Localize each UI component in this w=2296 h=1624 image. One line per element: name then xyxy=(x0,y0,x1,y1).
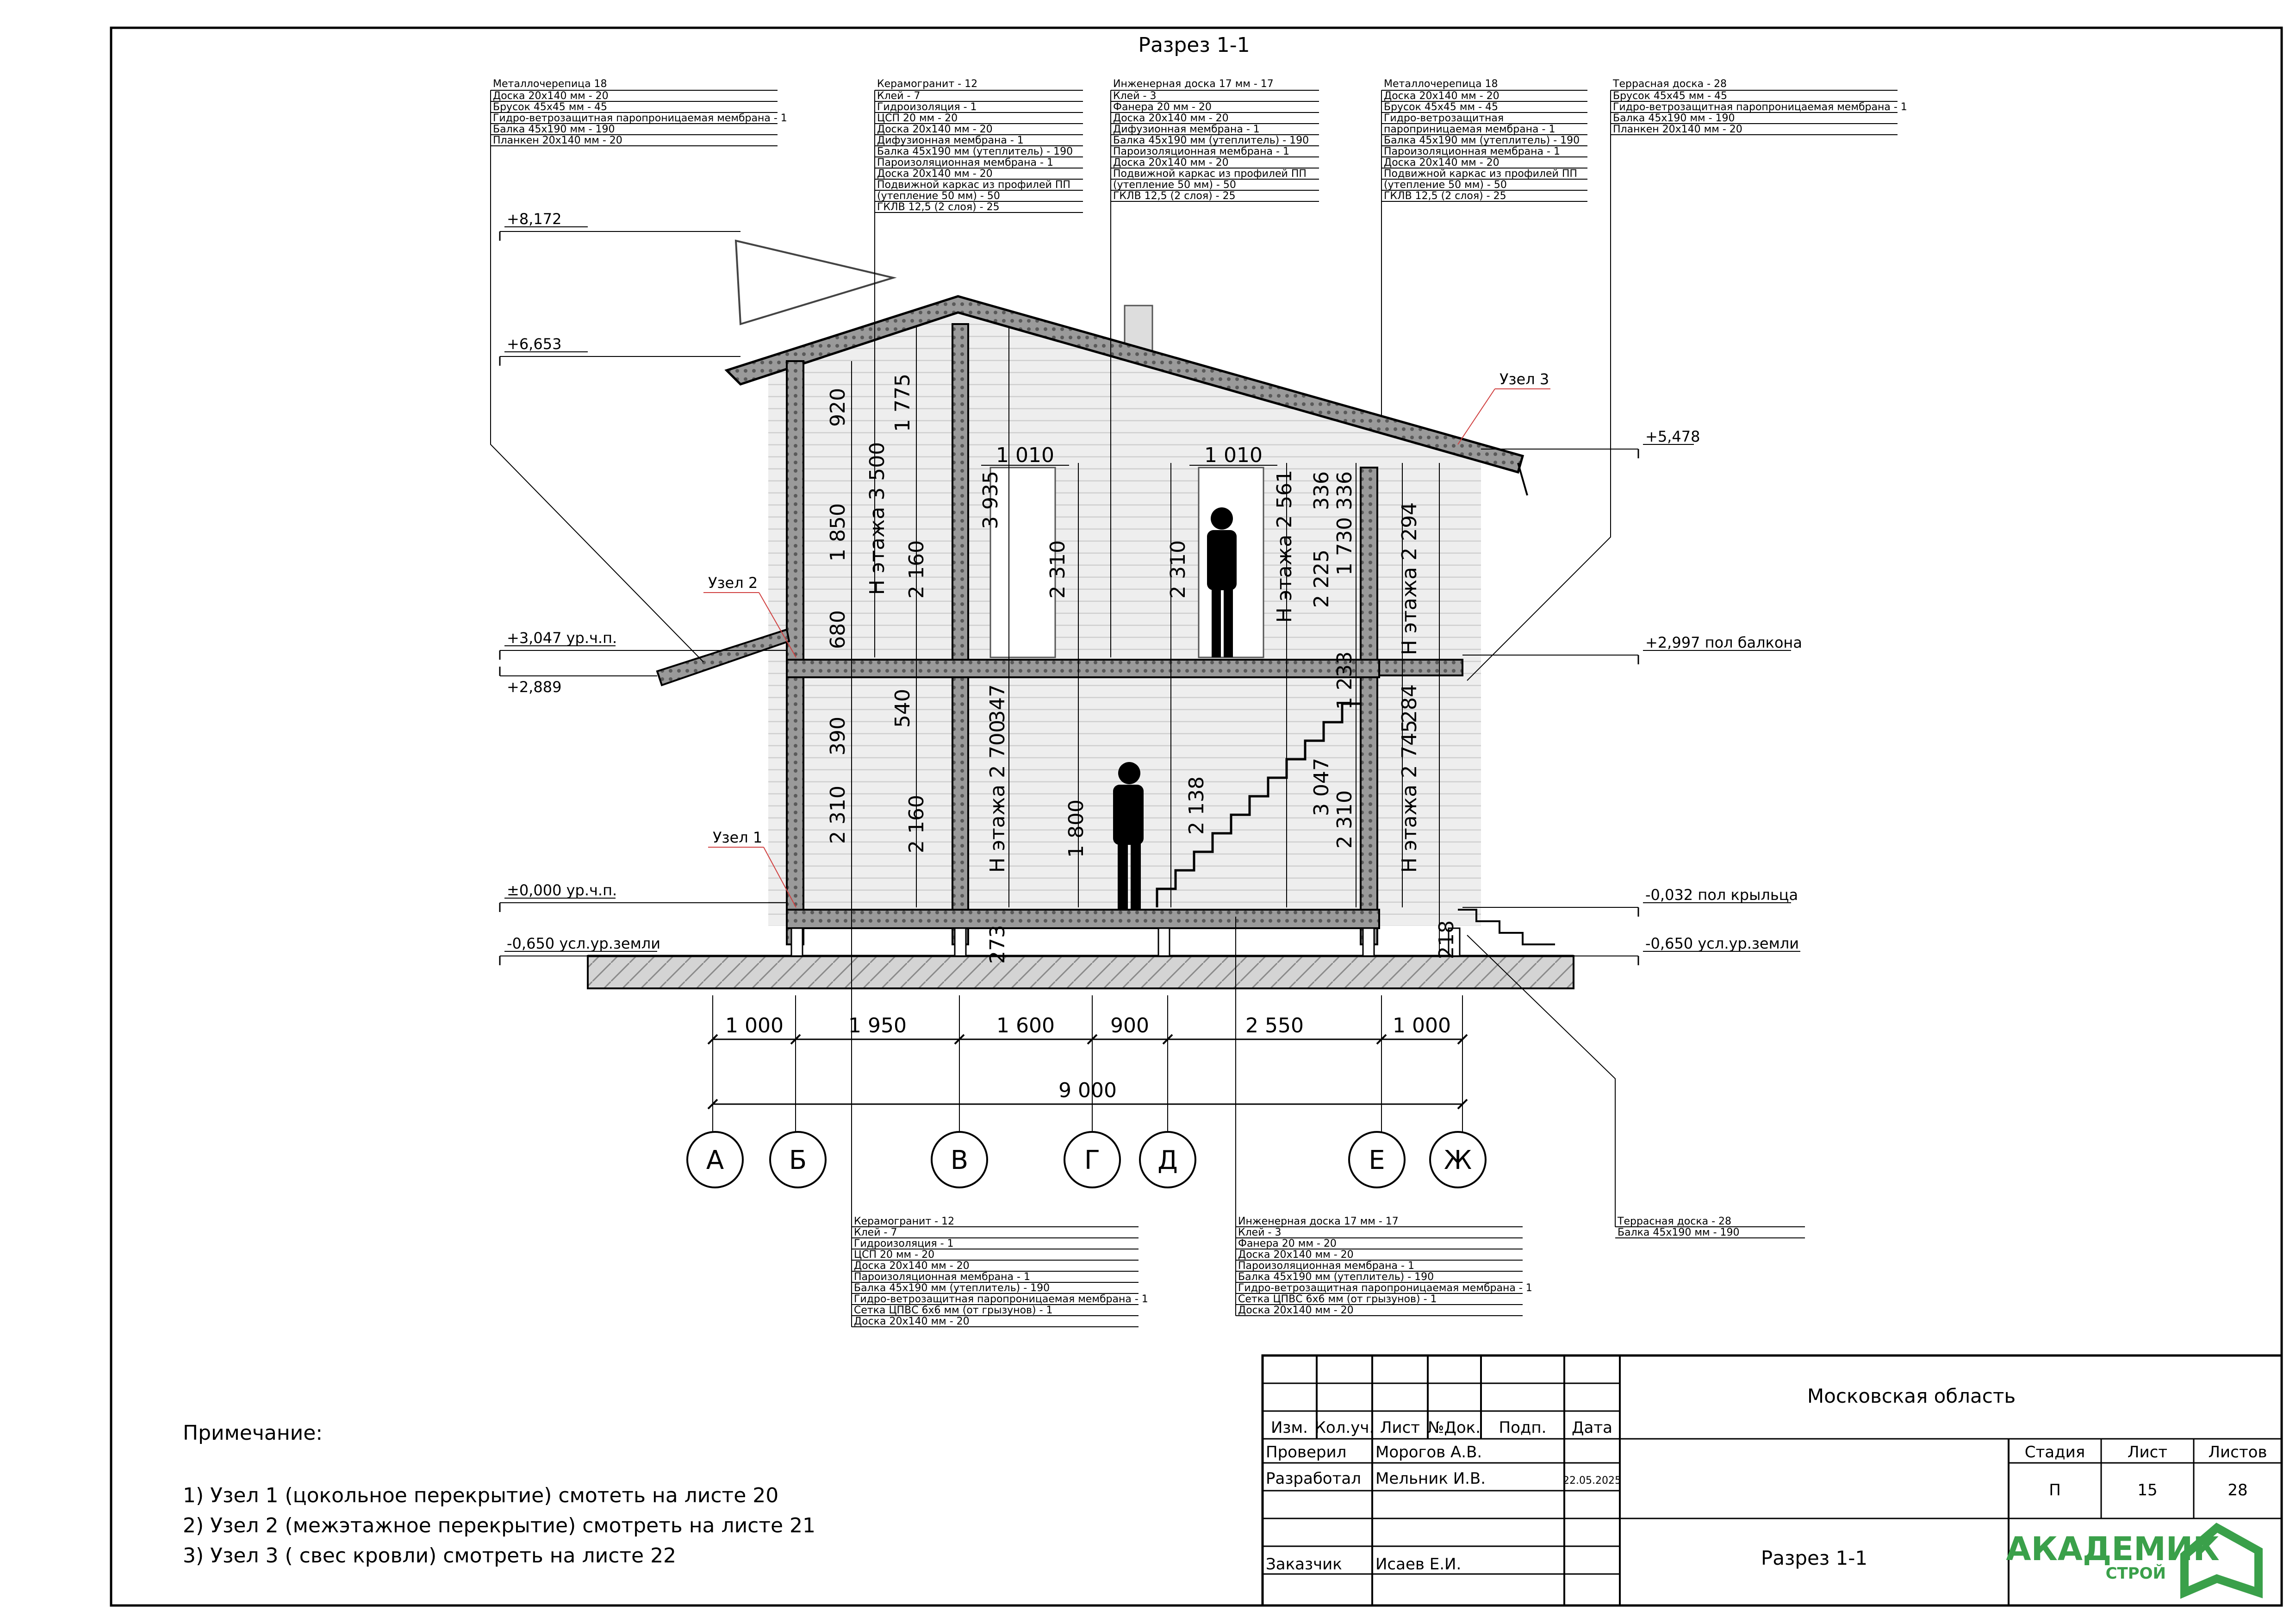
notes xyxy=(183,1421,815,1568)
svg-text:1 010: 1 010 xyxy=(996,443,1054,467)
svg-text:336: 336 xyxy=(1333,471,1356,510)
svg-text:-0,032 пол крыльца: -0,032 пол крыльца xyxy=(1645,886,1798,904)
svg-text:Инженерная доска 17 мм - 17: Инженерная доска 17 мм - 17 xyxy=(1113,78,1274,90)
wall-middle xyxy=(952,324,968,944)
axis-g: Г xyxy=(1084,1145,1101,1175)
roof-gutter xyxy=(1518,463,1527,495)
svg-text:540: 540 xyxy=(891,689,915,728)
col-date: Дата xyxy=(1571,1418,1613,1437)
svg-text:Сетка ЦПВС 6х6 мм (от грызунов: Сетка ЦПВС 6х6 мм (от грызунов) - 1 xyxy=(854,1305,1053,1316)
svg-text:3 047: 3 047 xyxy=(1310,758,1333,816)
level-mark xyxy=(500,881,787,912)
svg-text:Пароизоляционная мембрана - 1: Пароизоляционная мембрана - 1 xyxy=(1384,146,1560,157)
svg-text:Балка 45х190 мм (утеплитель) -: Балка 45х190 мм (утеплитель) - 190 xyxy=(1384,135,1580,146)
svg-text:1 800: 1 800 xyxy=(1064,800,1088,858)
svg-text:Подвижной каркас из профилей П: Подвижной каркас из профилей ПП xyxy=(1113,168,1307,180)
svg-text:Н этажа 2 745: Н этажа 2 745 xyxy=(1398,719,1421,873)
name-checked: Морогов А.В. xyxy=(1375,1443,1482,1462)
svg-text:1 950: 1 950 xyxy=(848,1014,907,1037)
svg-text:284: 284 xyxy=(1398,684,1421,723)
svg-text:Н этажа 2 294: Н этажа 2 294 xyxy=(1398,502,1421,656)
svg-text:1 850: 1 850 xyxy=(826,503,850,562)
axis-v: В xyxy=(950,1145,969,1175)
col-kolvo: Кол.уч. xyxy=(1314,1418,1375,1437)
svg-text:Гидроизоляция - 1: Гидроизоляция - 1 xyxy=(877,101,977,113)
axis-d: Д xyxy=(1157,1145,1178,1175)
svg-text:Гидро-ветрозащитная паропрониц: Гидро-ветрозащитная паропроницаемая мембрана - 1 xyxy=(854,1293,1148,1305)
svg-text:пароприницаемая мембрана - 1: пароприницаемая мембрана - 1 xyxy=(1384,124,1556,135)
svg-text:Клей - 7: Клей - 7 xyxy=(854,1227,897,1238)
svg-text:Подвижной каркас из профилей П: Подвижной каркас из профилей ПП xyxy=(877,179,1070,191)
company-logo xyxy=(2006,1528,2259,1593)
svg-text:Планкен 20х140 мм - 20: Планкен 20х140 мм - 20 xyxy=(493,135,622,146)
svg-text:900: 900 xyxy=(1110,1014,1149,1037)
stage-value: П xyxy=(2049,1481,2061,1499)
svg-text:+2,997 пол балкона: +2,997 пол балкона xyxy=(1645,634,1802,651)
level-mark xyxy=(500,667,657,696)
level-marks-right xyxy=(1462,428,1802,965)
note-3: 3) Узел 3 ( свес кровли) смотреть на листе 22 xyxy=(183,1544,677,1568)
level-mark xyxy=(500,335,740,366)
svg-text:Инженерная доска 17 мм - 17: Инженерная доска 17 мм - 17 xyxy=(1238,1216,1399,1227)
svg-text:(утепление 50 мм) - 50: (утепление 50 мм) - 50 xyxy=(1384,179,1507,191)
svg-text:2 225: 2 225 xyxy=(1310,550,1333,608)
svg-text:Дифузионная мембрана - 1: Дифузионная мембрана - 1 xyxy=(877,135,1024,146)
svg-text:Балка 45х190 мм (утеплитель) -: Балка 45х190 мм (утеплитель) - 190 xyxy=(1113,135,1309,146)
svg-text:1 010: 1 010 xyxy=(1204,443,1263,467)
svg-text:Узел 1: Узел 1 xyxy=(713,829,763,846)
role-developed: Разработал xyxy=(1266,1469,1361,1488)
axis-a: А xyxy=(706,1145,724,1175)
svg-text:Доска 20х140 мм - 20: Доска 20х140 мм - 20 xyxy=(877,124,993,135)
svg-text:1 000: 1 000 xyxy=(1393,1014,1451,1037)
svg-text:Гидро-ветрозащитная паропрониц: Гидро-ветрозащитная паропроницаемая мембрана - 1 xyxy=(1238,1282,1532,1294)
axis-zh: Ж xyxy=(1444,1145,1472,1175)
sheet-title: Разрез 1-1 xyxy=(1761,1547,1868,1569)
piles xyxy=(791,928,1460,956)
svg-text:Гидро-ветрозащитная: Гидро-ветрозащитная xyxy=(1384,112,1504,124)
svg-text:Террасная доска - 28: Террасная доска - 28 xyxy=(1613,78,1727,90)
svg-text:ГКЛВ 12,5 (2 слоя) - 25: ГКЛВ 12,5 (2 слоя) - 25 xyxy=(1384,190,1506,202)
svg-text:Брусок 45х45 мм - 45: Брусок 45х45 мм - 45 xyxy=(493,101,608,113)
name-customer: Исаев Е.И. xyxy=(1375,1555,1462,1574)
role-customer: Заказчик xyxy=(1266,1555,1342,1574)
svg-text:Фанера 20 мм - 20: Фанера 20 мм - 20 xyxy=(1113,101,1212,113)
svg-text:1 775: 1 775 xyxy=(891,374,915,432)
svg-text:Н этажа 3 500: Н этажа 3 500 xyxy=(865,442,889,595)
svg-text:+8,172: +8,172 xyxy=(507,210,562,228)
node-3-label xyxy=(1458,370,1550,444)
level-mark xyxy=(1462,634,1802,664)
svg-text:2 138: 2 138 xyxy=(1185,776,1208,835)
svg-text:2 310: 2 310 xyxy=(1166,540,1190,599)
svg-text:1 233: 1 233 xyxy=(1333,651,1356,710)
wall-left xyxy=(787,361,803,944)
drawing-title: Разрез 1-1 xyxy=(1138,33,1250,57)
ground-slab xyxy=(787,910,1379,928)
note-2: 2) Узел 2 (межэтажное перекрытие) смотреть на листе 21 xyxy=(183,1514,816,1537)
svg-text:Доска 20х140 мм - 20: Доска 20х140 мм - 20 xyxy=(1238,1249,1354,1261)
svg-text:2 310: 2 310 xyxy=(1333,790,1356,849)
svg-text:Узел 3: Узел 3 xyxy=(1500,370,1549,388)
svg-text:2 550: 2 550 xyxy=(1245,1014,1304,1037)
svg-text:Доска 20х140 мм - 20: Доска 20х140 мм - 20 xyxy=(1384,90,1500,102)
svg-text:-0,650 усл.ур.земли: -0,650 усл.ур.земли xyxy=(507,935,660,952)
balcony-slab xyxy=(1379,660,1462,675)
svg-text:-0,650 усл.ур.земли: -0,650 усл.ур.земли xyxy=(1645,935,1799,952)
role-checked: Проверил xyxy=(1266,1443,1347,1462)
svg-text:Гидро-ветрозащитная паропрониц: Гидро-ветрозащитная паропроницаемая мембрана - 1 xyxy=(493,112,787,124)
svg-text:Балка 45х190 мм - 190: Балка 45х190 мм - 190 xyxy=(1613,112,1735,124)
svg-text:+3,047 ур.ч.п.: +3,047 ур.ч.п. xyxy=(507,629,617,647)
svg-text:Балка 45х190 мм (утеплитель) -: Балка 45х190 мм (утеплитель) - 190 xyxy=(877,146,1073,157)
col-doc: №Док. xyxy=(1427,1418,1481,1437)
svg-text:390: 390 xyxy=(826,717,850,756)
svg-text:Балка 45х190 мм (утеплитель) -: Балка 45х190 мм (утеплитель) - 190 xyxy=(1238,1271,1434,1283)
svg-text:Гидро-ветрозащитная паропрониц: Гидро-ветрозащитная паропроницаемая мембрана - 1 xyxy=(1613,101,1907,113)
date-developed: 22.05.2025 xyxy=(1563,1475,1621,1487)
axis-markers xyxy=(687,1102,1486,1187)
overall-dimension: 9 000 xyxy=(1058,1079,1117,1102)
svg-text:Брусок 45х45 мм - 45: Брусок 45х45 мм - 45 xyxy=(1384,101,1499,113)
ground-earth xyxy=(588,956,1574,988)
svg-text:Н этажа 2 700: Н этажа 2 700 xyxy=(986,719,1009,873)
svg-text:+2,889: +2,889 xyxy=(507,678,562,696)
wall-right xyxy=(1361,468,1377,944)
svg-text:Доска 20х140 мм - 20: Доска 20х140 мм - 20 xyxy=(877,168,993,180)
svg-text:2 160: 2 160 xyxy=(905,795,928,853)
svg-text:3 935: 3 935 xyxy=(979,471,1002,529)
horizontal-dimensions xyxy=(708,995,1467,1109)
svg-text:Керамогранит - 12: Керамогранит - 12 xyxy=(877,78,978,90)
col-list: Лист xyxy=(1380,1418,1420,1437)
svg-text:1 730: 1 730 xyxy=(1333,517,1356,575)
svg-text:+6,653: +6,653 xyxy=(507,335,562,353)
building-section xyxy=(588,241,1574,988)
svg-text:Балка 45х190 мм - 190: Балка 45х190 мм - 190 xyxy=(493,124,615,135)
svg-text:1 000: 1 000 xyxy=(725,1014,784,1037)
svg-text:Подвижной каркас из профилей П: Подвижной каркас из профилей ПП xyxy=(1384,168,1577,180)
level-mark xyxy=(500,210,740,241)
svg-text:Керамогранит - 12: Керамогранит - 12 xyxy=(854,1216,955,1227)
col-izm: Изм. xyxy=(1271,1418,1308,1437)
svg-text:(утепление 50 мм) - 50: (утепление 50 мм) - 50 xyxy=(877,190,1000,202)
axis-b: Б xyxy=(789,1145,807,1175)
notes-title: Примечание: xyxy=(183,1421,323,1445)
svg-text:Доска 20х140 мм - 20: Доска 20х140 мм - 20 xyxy=(854,1260,970,1272)
svg-text:273: 273 xyxy=(986,925,1009,964)
svg-text:Доска 20х140 мм - 20: Доска 20х140 мм - 20 xyxy=(854,1316,970,1327)
svg-text:Пароизоляционная мембрана - 1: Пароизоляционная мембрана - 1 xyxy=(854,1271,1030,1283)
sheets-value: 28 xyxy=(2228,1481,2248,1499)
svg-text:680: 680 xyxy=(826,610,850,649)
svg-text:Пароизоляционная мембрана - 1: Пароизоляционная мембрана - 1 xyxy=(1238,1260,1414,1272)
svg-text:347: 347 xyxy=(986,684,1009,723)
svg-text:ЦСП 20 мм - 20: ЦСП 20 мм - 20 xyxy=(854,1249,935,1261)
svg-text:Брусок 45х45 мм - 45: Брусок 45х45 мм - 45 xyxy=(1613,90,1728,102)
svg-text:+5,478: +5,478 xyxy=(1645,428,1700,445)
svg-text:Доска 20х140 мм - 20: Доска 20х140 мм - 20 xyxy=(1238,1305,1354,1316)
svg-text:ЦСП 20 мм - 20: ЦСП 20 мм - 20 xyxy=(877,112,958,124)
svg-text:Фанера 20 мм - 20: Фанера 20 мм - 20 xyxy=(1238,1238,1337,1249)
sheet-label: Лист xyxy=(2127,1443,2168,1462)
col-sign: Подп. xyxy=(1499,1418,1547,1437)
svg-text:Доска 20х140 мм - 20: Доска 20х140 мм - 20 xyxy=(493,90,609,102)
note-1: 1) Узел 1 (цокольное перекрытие) смотеть на листе 20 xyxy=(183,1484,779,1507)
svg-text:Металлочерепица 18: Металлочерепица 18 xyxy=(1384,78,1498,90)
svg-text:ГКЛВ 12,5 (2 слоя) - 25: ГКЛВ 12,5 (2 слоя) - 25 xyxy=(1113,190,1236,202)
svg-text:Доска 20х140 мм - 20: Доска 20х140 мм - 20 xyxy=(1384,157,1500,169)
svg-text:Доска 20х140 мм - 20: Доска 20х140 мм - 20 xyxy=(1113,157,1229,169)
svg-text:±0,000 ур.ч.п.: ±0,000 ур.ч.п. xyxy=(507,881,617,899)
svg-text:Планкен 20х140 мм - 20: Планкен 20х140 мм - 20 xyxy=(1613,124,1742,135)
svg-text:1 600: 1 600 xyxy=(996,1014,1055,1037)
svg-text:920: 920 xyxy=(826,388,850,427)
title-block xyxy=(1263,1355,2282,1605)
svg-text:218: 218 xyxy=(1435,920,1458,959)
sheet-value: 15 xyxy=(2137,1481,2158,1499)
svg-text:(утепление 50 мм) - 50: (утепление 50 мм) - 50 xyxy=(1113,179,1236,191)
svg-text:Доска 20х140 мм - 20: Доска 20х140 мм - 20 xyxy=(1113,112,1229,124)
svg-text:Узел 2: Узел 2 xyxy=(708,574,758,592)
logo-main-text: АКАДЕМИК xyxy=(2006,1530,2220,1568)
svg-text:Балка 45х190 мм - 190: Балка 45х190 мм - 190 xyxy=(1618,1227,1740,1238)
level-mark xyxy=(1574,935,1800,965)
layer-callout-top-4 xyxy=(1381,78,1587,417)
svg-text:Пароизоляционная мембрана - 1: Пароизоляционная мембрана - 1 xyxy=(877,157,1053,169)
stage-label: Стадия xyxy=(2024,1443,2085,1462)
project-location: Московская область xyxy=(1807,1385,2016,1407)
svg-text:Н этажа 2 561: Н этажа 2 561 xyxy=(1273,469,1296,623)
sheets-label: Листов xyxy=(2208,1443,2267,1462)
svg-text:Металлочерепица 18: Металлочерепица 18 xyxy=(493,78,607,90)
svg-text:ГКЛВ 12,5 (2 слоя) - 25: ГКЛВ 12,5 (2 слоя) - 25 xyxy=(877,201,1000,213)
rear-roof xyxy=(736,241,893,324)
svg-text:Гидроизоляция - 1: Гидроизоляция - 1 xyxy=(854,1238,954,1249)
svg-text:Пароизоляционная мембрана - 1: Пароизоляционная мембрана - 1 xyxy=(1113,146,1289,157)
svg-text:2 310: 2 310 xyxy=(1046,540,1070,599)
svg-text:Террасная доска - 28: Террасная доска - 28 xyxy=(1618,1216,1732,1227)
svg-text:336: 336 xyxy=(1310,471,1333,510)
svg-text:Клей - 3: Клей - 3 xyxy=(1113,90,1157,102)
svg-text:Клей - 7: Клей - 7 xyxy=(877,90,921,102)
svg-text:Дифузионная мембрана - 1: Дифузионная мембрана - 1 xyxy=(1113,124,1260,135)
svg-text:Клей - 3: Клей - 3 xyxy=(1238,1227,1282,1238)
svg-text:2 310: 2 310 xyxy=(826,786,850,844)
logo-sub-text: СТРОЙ xyxy=(2105,1564,2166,1583)
level-mark xyxy=(1462,886,1798,917)
svg-text:Сетка ЦПВС 6х6 мм (от грызунов: Сетка ЦПВС 6х6 мм (от грызунов) - 1 xyxy=(1238,1293,1437,1305)
svg-text:2 160: 2 160 xyxy=(905,540,928,599)
interfloor-slab xyxy=(787,660,1379,677)
axis-e: Е xyxy=(1369,1145,1385,1175)
name-developed: Мельник И.В. xyxy=(1375,1469,1486,1488)
svg-text:Балка 45х190 мм (утеплитель) -: Балка 45х190 мм (утеплитель) - 190 xyxy=(854,1282,1050,1294)
